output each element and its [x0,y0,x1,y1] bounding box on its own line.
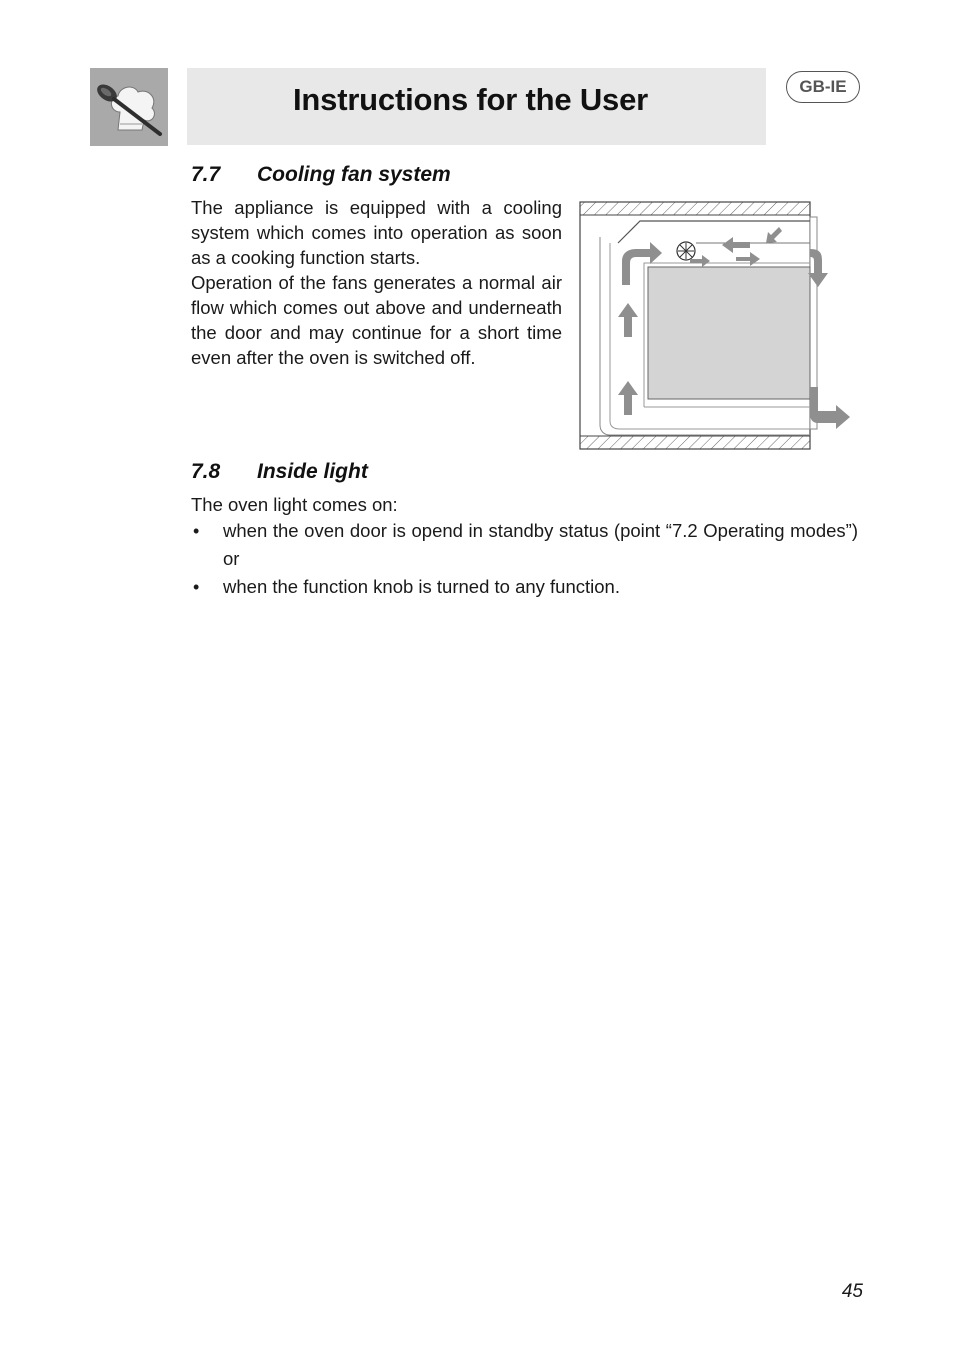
section-title: Inside light [257,460,368,483]
oven-cooling-airflow-diagram [578,197,853,453]
section-number: 7.7 [191,163,221,186]
page-title: Instructions for the User [293,82,648,117]
cooling-paragraph-2: Operation of the fans generates a normal air flow which comes out above and underneath the door and may continue for a short time even after the oven is switched off. [191,272,562,368]
chef-hat-spoon-icon [90,68,168,146]
inside-light-intro: The oven light comes on: [191,494,398,515]
logo [90,68,168,146]
section-title: Cooling fan system [257,163,451,186]
inside-light-list [191,517,858,601]
language-badge: GB-IE [786,71,860,103]
cooling-paragraph-1: The appliance is equipped with a cooling system which comes into operation as soon as a cooking function starts. [191,197,562,268]
section-heading-cooling-fan [191,163,451,187]
header-title-bar [187,68,766,145]
page-number: 45 [841,1281,863,1302]
section-number: 7.8 [191,460,221,483]
list-item: • when the function knob is turned to any function. [191,573,858,601]
section-heading-inside-light [191,460,368,484]
airflow-diagram-svg [578,197,853,453]
list-item: • when the oven door is opend in standby status (point “7.2 Operating modes”) or [191,517,858,573]
